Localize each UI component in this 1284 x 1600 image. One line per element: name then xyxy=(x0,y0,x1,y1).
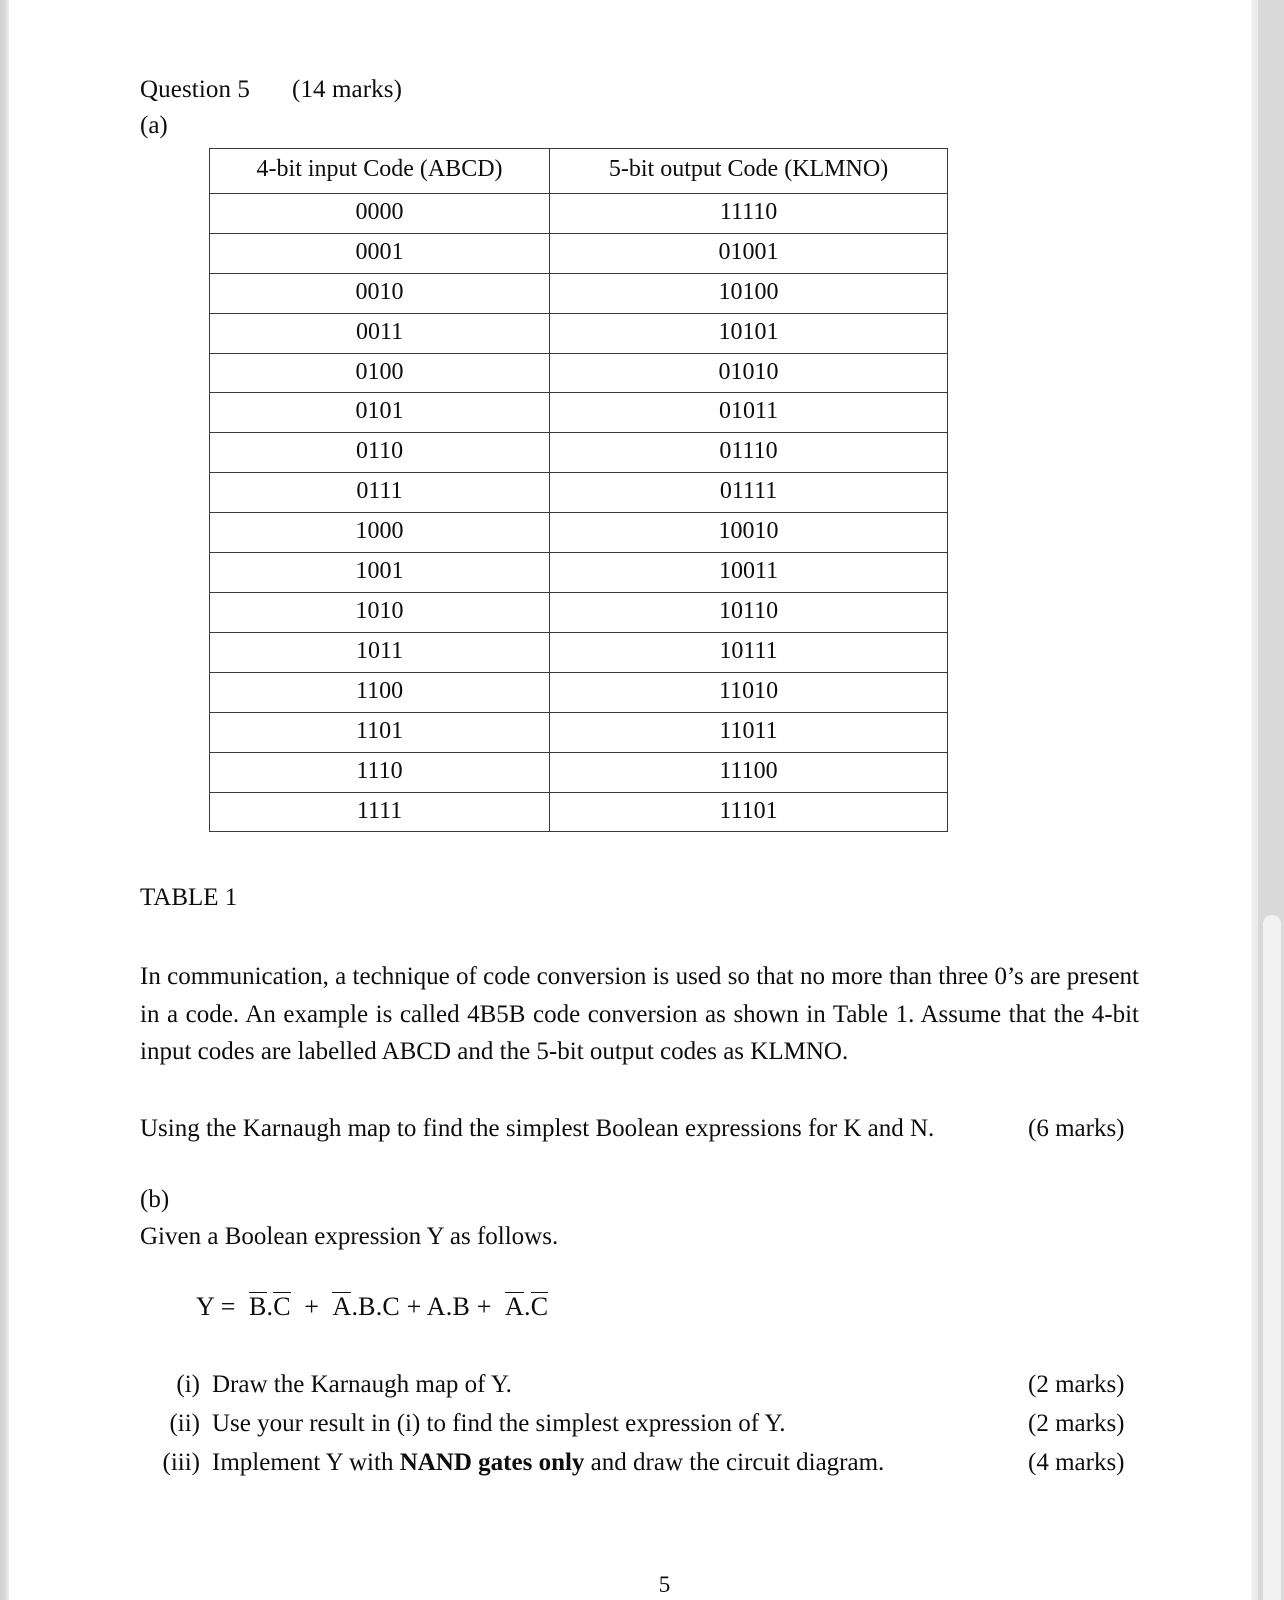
table-row xyxy=(210,393,948,433)
sub-item-number: (i) xyxy=(176,1371,200,1398)
list-item xyxy=(140,1410,1139,1449)
expression-term2-dot2: . xyxy=(375,1292,383,1321)
table-row xyxy=(210,553,948,593)
table-cell-output: 11110 xyxy=(550,193,948,233)
sub-item-number: (iii) xyxy=(162,1449,200,1476)
table-header-input: 4-bit input Code (ABCD) xyxy=(210,149,550,194)
table-cell-input: 0101 xyxy=(210,393,550,433)
expression-term1-dot: . xyxy=(266,1292,274,1321)
table-cell-input: 1110 xyxy=(210,752,550,792)
list-item xyxy=(140,1449,1139,1488)
body-paragraph: In communication, a technique of code conversion is used so that no more than three 0’s are present in a code. An example is called 4B5B code conversion as shown in Table 1. Assume that the 4-bit input codes are labelled ABCD and the 5-bit output codes as KLMNO. xyxy=(140,963,1139,1065)
list-item xyxy=(140,1371,1139,1410)
table-row xyxy=(210,473,948,513)
table-cell-input: 0100 xyxy=(210,353,550,393)
table-cell-input: 0001 xyxy=(210,233,550,273)
table-row xyxy=(210,433,948,473)
table-cell-input: 1010 xyxy=(210,592,550,632)
sub-item-text: Use your result in (i) to find the simplest expression of Y. xyxy=(212,1410,786,1437)
document-page xyxy=(9,0,1251,1600)
table-cell-input: 0111 xyxy=(210,473,550,513)
table-cell-input: 0000 xyxy=(210,193,550,233)
table-cell-output: 11101 xyxy=(550,792,948,832)
table-cell-output: 01010 xyxy=(550,353,948,393)
table-body xyxy=(210,149,948,832)
table-cell-output: 01011 xyxy=(550,393,948,433)
expression-term1-var1: B xyxy=(248,1292,267,1321)
question-a-line xyxy=(140,1110,1139,1148)
sub-item-marks: (4 marks) xyxy=(1028,1449,1125,1476)
sub-item-text: Implement Y with xyxy=(212,1449,400,1476)
table-cell-output: 10110 xyxy=(550,592,948,632)
code-conversion-table xyxy=(209,148,948,832)
table-row xyxy=(210,193,948,233)
sub-item-text-tail: and draw the circuit diagram. xyxy=(584,1449,885,1476)
table-row xyxy=(210,792,948,832)
expression-term4-var1: A xyxy=(505,1292,524,1321)
expression-term3-dot: . xyxy=(445,1292,453,1321)
table-cell-input: 0010 xyxy=(210,273,550,313)
table-cell-output: 10011 xyxy=(550,553,948,593)
question-a-text: Using the Karnaugh map to find the simplest Boolean expressions for K and N. xyxy=(140,1115,935,1142)
table-cell-output: 10100 xyxy=(550,273,948,313)
table-row xyxy=(210,632,948,672)
expression-term4-dot: . xyxy=(524,1292,531,1321)
window-left-edge xyxy=(0,0,9,1600)
table-cell-input: 1001 xyxy=(210,553,550,593)
page-number: 5 xyxy=(658,1572,671,1597)
given-expression-text: Given a Boolean expression Y as follows. xyxy=(140,1223,559,1250)
table-header-row xyxy=(210,149,948,194)
table-row xyxy=(210,273,948,313)
sub-question-list xyxy=(140,1371,1139,1488)
table-row xyxy=(210,752,948,792)
table-cell-input: 0110 xyxy=(210,433,550,473)
table-cell-output: 11100 xyxy=(550,752,948,792)
table-cell-output: 01110 xyxy=(550,433,948,473)
table-cell-output: 11010 xyxy=(550,672,948,712)
expression-term1-var2: C xyxy=(273,1292,291,1321)
sub-item-emphasis: NAND gates only xyxy=(399,1449,585,1476)
expression-operator-3: + xyxy=(476,1292,492,1321)
expression-lhs: Y = xyxy=(196,1292,236,1321)
table-row xyxy=(210,313,948,353)
table-cell-output: 01001 xyxy=(550,233,948,273)
table-row xyxy=(210,712,948,752)
table-cell-input: 1101 xyxy=(210,712,550,752)
sub-item-marks: (2 marks) xyxy=(1028,1410,1125,1437)
table-caption: TABLE 1 xyxy=(140,884,238,911)
table-cell-output: 01111 xyxy=(550,473,948,513)
table-cell-input: 0011 xyxy=(210,313,550,353)
table-cell-input: 1100 xyxy=(210,672,550,712)
table-row xyxy=(210,353,948,393)
vertical-scrollbar-thumb[interactable] xyxy=(1263,915,1281,1600)
table-cell-output: 10111 xyxy=(550,632,948,672)
sub-item-number: (ii) xyxy=(169,1410,200,1437)
table-row xyxy=(210,592,948,632)
table-cell-input: 1011 xyxy=(210,632,550,672)
sub-item-text-wrapper xyxy=(212,1449,884,1477)
question-title: Question 5 xyxy=(140,76,251,103)
question-a-marks: (6 marks) xyxy=(1028,1115,1125,1142)
table-cell-input: 1111 xyxy=(210,792,550,832)
table-cell-output: 11011 xyxy=(550,712,948,752)
expression-term2-var1: A xyxy=(332,1292,352,1321)
expression-term4-var2: C xyxy=(530,1292,549,1321)
expression-term3-var1: A xyxy=(426,1292,446,1321)
expression-operator-2: + xyxy=(406,1292,422,1321)
sub-item-text: Draw the Karnaugh map of Y. xyxy=(212,1371,512,1398)
table-cell-output: 10010 xyxy=(550,513,948,553)
part-b-label: (b) xyxy=(140,1186,170,1213)
table-header-output: 5-bit output Code (KLMNO) xyxy=(550,149,948,194)
table-cell-input: 1000 xyxy=(210,513,550,553)
table-row xyxy=(210,672,948,712)
question-marks: (14 marks) xyxy=(292,76,403,103)
expression-term2-dot1: . xyxy=(351,1292,359,1321)
expression-term3-var2: B xyxy=(452,1292,471,1321)
question-heading xyxy=(140,76,402,104)
expression-operator-1: + xyxy=(304,1292,320,1321)
table-row xyxy=(210,233,948,273)
expression-term2-var3: C xyxy=(382,1292,400,1321)
table-row xyxy=(210,513,948,553)
sub-item-marks: (2 marks) xyxy=(1028,1371,1125,1398)
part-a-label: (a) xyxy=(140,112,168,139)
expression-term2-var2: B xyxy=(358,1292,376,1321)
boolean-expression xyxy=(196,1292,548,1322)
table-cell-output: 10101 xyxy=(550,313,948,353)
